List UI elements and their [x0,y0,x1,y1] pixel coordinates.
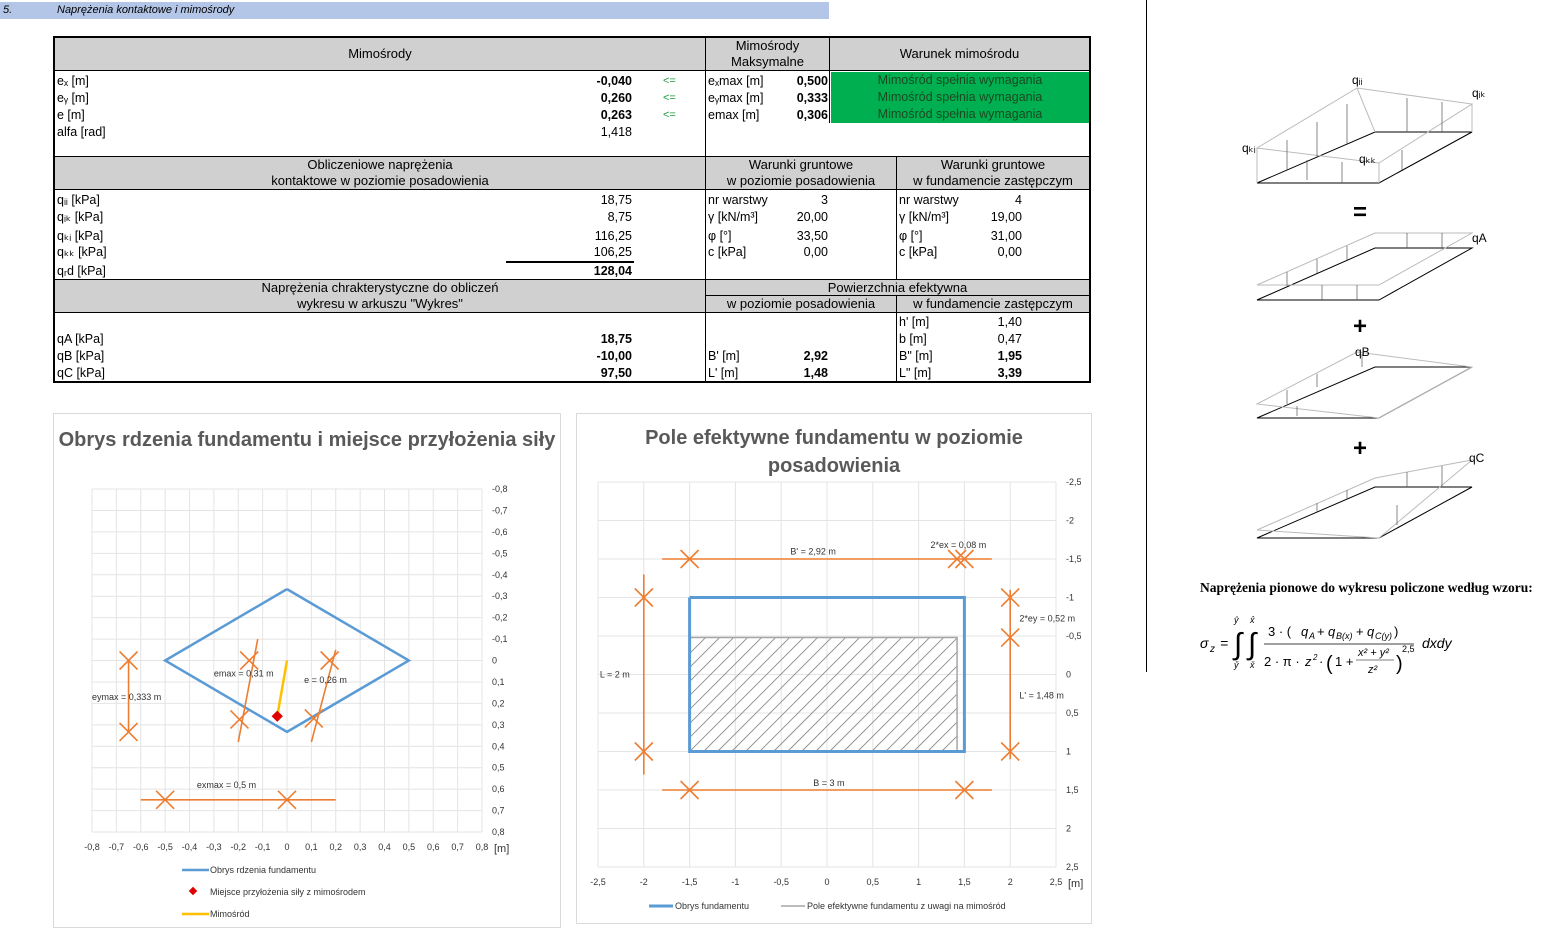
effective-area-hatch [577,638,1091,752]
effective-base-subheader: w poziomie posadowienia [705,295,897,313]
effective-area-chart [576,413,1092,924]
ey-status: Mimośród spełnia wymagania [831,89,1089,106]
ey-value: 0,260 [600,91,632,105]
annotation-B: B = 3 m [813,778,845,789]
svg-text:x̂: x̂ [1250,615,1255,625]
x-tick-label: 0 [284,842,290,852]
hatch-line [886,638,1000,752]
annotation-Bprime: B' = 2,92 m [790,546,836,557]
y-tick-label: -0,5 [1066,631,1082,641]
B-prime-label: B' [m] [708,349,740,363]
qii-value: 18,75 [600,193,632,207]
x-tick-label: -0,4 [181,842,198,852]
x-tick-label: -0,5 [773,877,789,887]
hatch-line [577,638,678,752]
char-stress-header: Naprężenia chrakterystyczne do obliczeń wykresu w arkuszu "Wykres" [54,279,706,313]
x-tick-label: 0,5 [866,877,880,887]
eccentricity-header: Mimośrody [54,37,706,71]
svg-text:2 · π ·: 2 · π · [1264,654,1300,669]
soil-subst-layer-label: nr warstwy [899,193,959,207]
b-label: b [m] [899,332,927,346]
svg-text:q: q [1328,624,1336,639]
chart1-plot [54,414,560,927]
svg-text:z: z [1305,654,1312,669]
y-tick-label: 0,3 [492,719,505,730]
hatch-line [577,638,580,752]
hatch-line [746,638,860,752]
eymax-value: 0,333 [796,91,828,105]
y-tick-label: -0,2 [492,612,508,623]
stress-superposition-diagram [1147,60,1565,620]
diagram-qA [1257,231,1487,300]
hatch-line [577,638,608,752]
x-tick-label: 0 [824,877,830,887]
y-tick-label: 0 [492,655,498,666]
y-tick-label: -0,3 [492,591,508,602]
y-tick-label: 0,1 [492,676,505,687]
B-dbl-value: 1,95 [997,349,1022,363]
hatch-line [620,638,734,752]
svg-text:·: · [1319,654,1324,669]
svg-text:q: q [1367,624,1375,639]
y-tick-label: -2 [1066,515,1075,526]
hatch-line [606,638,720,752]
plus-sign-2: + [1353,435,1368,462]
chart2-title: Pole efektywne fundamentu w poziomie posadowienia [645,427,1023,477]
svg-text:dxdy: dxdy [1422,635,1452,651]
y-tick-label: 0,7 [492,805,505,816]
svg-text:2,5: 2,5 [1402,644,1415,654]
hatch-line [830,638,944,752]
section-number: 5. [3,4,13,16]
hatch-line [577,638,650,752]
label-qik: qᵢₖ [1472,86,1486,100]
hatch-line [788,638,902,752]
x-tick-label: -0,1 [254,842,271,852]
x-tick-label: -0,2 [230,842,247,852]
legend-core-label: Obrys rdzenia fundamentu [210,865,317,875]
svg-text:x² + y²: x² + y² [1358,647,1389,659]
svg-text:z²: z² [1368,664,1378,676]
B-dbl-label: B" [m] [899,349,933,363]
x-tick-label: 2 [1007,877,1013,887]
qrd-label: qᵣd [kPa] [57,264,106,278]
soil-subst-layer-value: 4 [1015,193,1022,207]
condition-header: Warunek mimośrodu [829,37,1090,71]
y-tick-label: 0,4 [492,741,505,752]
ex-arrow: <= [663,75,676,87]
annotation-exmax: exmax = 0,5 m [196,779,257,790]
y-tick-label: -0,1 [492,634,508,645]
y-tick-label: 0,6 [492,784,505,795]
diagram-qC [1257,451,1485,538]
y-tick-label: -0,7 [492,505,508,516]
label-qii: qᵢᵢ [1352,73,1363,87]
x-tick-label: -0,8 [84,842,100,852]
hatch-line [577,638,636,752]
legend-effective-label: Pole efektywne fundamentu z uwagi na mimośród [807,901,1006,911]
L-prime-value: 1,48 [803,366,828,380]
x-axis-unit: [m] [494,843,510,855]
ey-arrow: <= [663,92,676,104]
x-tick-label: 0,1 [305,842,318,852]
alfa-value: 1,418 [600,125,632,139]
label-qA: qA [1472,231,1487,245]
svg-text:∫: ∫ [1248,628,1257,661]
L-prime-label: L' [m] [708,366,739,380]
svg-text:ŷ: ŷ [1234,615,1239,625]
svg-text:∫: ∫ [1234,628,1243,661]
core-outline-chart [53,413,561,928]
y-tick-label: 0,8 [492,827,505,837]
y-tick-label: -0,6 [492,526,508,537]
qkk-label: qₖₖ [kPa] [57,245,107,259]
svg-text:): ) [1394,624,1399,639]
chart1-title: Obrys rdzenia fundamentu i miejsce przyłożenia siły [58,429,556,451]
x-tick-label: 0,4 [378,842,391,852]
hatch-line [844,638,958,752]
legend-foundation-label: Obrys fundamentu [675,901,750,911]
hatch-line [732,638,846,752]
label-qB: qB [1355,345,1370,359]
emax-value: 0,306 [796,108,828,122]
annotation-emax: emax = 0,31 m [213,668,274,679]
soil-base-gamma-label: γ [kN/m³] [708,210,758,224]
effective-subst-subheader: w fundamencie zastępczym [896,295,1090,313]
hatch-line [774,638,888,752]
h-prime-label: h' [m] [899,315,930,329]
svg-text:B(x): B(x) [1336,631,1353,641]
hatch-line [662,638,776,752]
B-prime-value: 2,92 [803,349,828,363]
qB-label: qB [kPa] [57,349,105,363]
svg-text:σ: σ [1200,635,1209,651]
divider [705,71,706,157]
soil-base-c-label: c [kPa] [708,245,747,259]
eymax-label: eᵧmax [m] [708,91,764,105]
hatch-line [1068,638,1091,752]
svg-text:): ) [1396,653,1403,675]
hatch-line [648,638,762,752]
stress-formula [1198,608,1498,683]
exmax-value: 0,500 [796,74,828,88]
qA-label: qA [kPa] [57,332,104,346]
hatch-line [577,638,594,752]
ex-value: -0,040 [596,74,632,88]
x-axis-unit: [m] [1068,878,1084,890]
svg-text:+: + [1317,624,1325,639]
y-tick-label: -2,5 [1066,477,1082,487]
x-tick-label: -2,5 [590,877,606,887]
x-tick-label: -0,7 [108,842,125,852]
x-tick-label: 0,3 [353,842,367,852]
svg-text:(: ( [1326,653,1333,675]
y-tick-label: -1,5 [1066,554,1082,564]
x-tick-label: 0,6 [426,842,440,852]
alfa-label: alfa [rad] [57,125,106,139]
svg-text:=: = [1220,635,1229,651]
divider [896,190,897,280]
y-tick-label: -0,4 [492,569,508,580]
label-qC: qC [1469,451,1485,465]
divider [705,313,706,382]
soil-base-header: Warunki gruntowe w poziomie posadowienia [705,156,897,190]
hatch-line [718,638,832,752]
svg-text:x̌: x̌ [1250,660,1255,670]
soil-base-c-value: 0,00 [803,245,828,259]
x-tick-label: 0,7 [451,842,464,852]
qii-label: qᵢᵢ [kPa] [57,193,100,207]
soil-subst-c-label: c [kPa] [899,245,938,259]
soil-subst-header: Warunki gruntowe w fundamencie zastępczym [896,156,1090,190]
divider [829,71,830,123]
qrd-value: 128,04 [593,264,632,278]
qC-value: 97,50 [600,366,632,380]
diagram-qB [1257,345,1472,418]
plus-sign-1: + [1353,313,1368,340]
qkk-value: 106,25 [593,245,632,259]
eccentricity-line [277,661,287,717]
formula-title: Naprężenia pionowe do wykresu policzone według wzoru: [1200,580,1533,595]
annotation-2ex: 2*ex = 0,08 m [930,540,987,551]
e-value: 0,263 [600,108,632,122]
annotation-eymax: eymax = 0,333 m [92,691,162,702]
e-arrow: <= [663,109,676,121]
annotation-e: e = 0,26 m [304,674,347,685]
soil-base-layer-label: nr warstwy [708,193,768,207]
hatch-line [577,638,664,752]
label-qki: qₖᵢ [1242,141,1256,155]
annotation-L: L = 2 m [599,669,630,680]
diagram-general [1242,73,1486,183]
svg-text:+: + [1356,624,1364,639]
svg-text:C(y): C(y) [1375,631,1392,641]
hatch-line [872,638,986,752]
soil-subst-c-value: 0,00 [997,245,1022,259]
hatch-line [690,638,804,752]
legend-point-swatch [189,887,197,895]
chart2-plot [577,414,1091,923]
hatch-line [802,638,916,752]
legend-point-label: Miejsce przyłożenia siły z mimośrodem [210,887,366,897]
annotation-Lprime: L' = 1,48 m [1019,690,1064,701]
x-tick-label: -1,5 [681,877,698,887]
x-tick-label: -0,5 [157,842,173,852]
y-tick-label: -0,5 [492,548,508,559]
qA-value: 18,75 [600,332,632,346]
legend-ecc-label: Mimośród [210,909,250,919]
hatch-line [676,638,790,752]
x-tick-label: -2 [639,877,648,887]
ex-label: eₓ [m] [57,74,89,88]
x-tick-label: -0,6 [132,842,149,852]
y-tick-label: 0,5 [492,762,505,773]
h-prime-value: 1,40 [997,315,1022,329]
y-tick-label: -0,8 [492,484,508,494]
hatch-line [704,638,818,752]
annotation-2ey: 2*ey = 0,52 m [1019,613,1076,624]
qik-label: qᵢₖ [kPa] [57,210,104,224]
svg-text:1 +: 1 + [1335,654,1354,669]
label-qkk: qₖₖ [1359,152,1376,166]
svg-text:3 · (: 3 · ( [1268,624,1292,639]
qki-label: qₖᵢ [kPa] [57,229,104,243]
x-tick-label: 1,5 [958,877,971,887]
y-tick-label: 0,2 [492,698,505,709]
qik-value: 8,75 [607,210,632,224]
qB-value: -10,00 [596,349,632,363]
soil-subst-phi-value: 31,00 [990,229,1022,243]
hatch-line [578,638,692,752]
qki-value: 116,25 [594,229,632,243]
e-label: e [m] [57,108,85,122]
divider [896,313,897,382]
y-tick-label: 0,5 [1066,708,1079,718]
soil-subst-gamma-label: γ [kN/m³] [899,210,949,224]
y-tick-label: 1 [1066,746,1072,757]
svg-text:q: q [1301,624,1309,639]
effective-header: Powierzchnia efektywna [705,279,1090,296]
exmax-label: eₓmax [m] [708,74,764,88]
x-tick-label: 0,5 [402,842,416,852]
soil-base-layer-value: 3 [821,193,828,207]
divider [705,190,706,280]
ex-status: Mimośród spełnia wymagania [831,72,1089,89]
max-eccentricity-header: Mimośrody Maksymalne [705,37,830,71]
qC-label: qC [kPa] [57,366,105,380]
y-tick-label: -1 [1066,592,1075,603]
hatch-line [1082,638,1091,752]
force-point [272,711,283,722]
soil-base-phi-value: 33,50 [796,229,828,243]
L-dbl-label: L" [m] [899,366,932,380]
soil-base-phi-label: φ [°] [708,229,732,243]
equals-sign: = [1353,199,1368,226]
emax-label: emax [m] [708,108,760,122]
y-tick-label: 2,5 [1066,862,1079,872]
y-tick-label: 2 [1066,823,1072,834]
soil-subst-gamma-value: 19,00 [990,210,1022,224]
L-dbl-value: 3,39 [997,366,1022,380]
hatch-line [858,638,972,752]
x-tick-label: 0,2 [329,842,343,852]
x-tick-label: -1 [731,877,740,887]
svg-text:y̌: y̌ [1234,660,1239,670]
soil-base-gamma-value: 20,00 [796,210,828,224]
soil-subst-phi-label: φ [°] [899,229,923,243]
svg-text:A: A [1309,631,1316,641]
results-table [0,0,1100,400]
x-tick-label: 0,8 [475,842,489,852]
svg-text:2: 2 [1313,653,1318,662]
x-tick-label: 1 [916,877,922,887]
ey-label: eᵧ [m] [57,91,89,105]
x-tick-label: -0,3 [206,842,222,852]
b-value: 0,47 [997,332,1022,346]
svg-text:z: z [1210,644,1215,655]
hatch-line [760,638,874,752]
y-tick-label: 1,5 [1066,785,1079,795]
y-tick-label: 0 [1066,669,1072,680]
hatch-line [577,638,622,752]
contact-header: Obliczeniowe naprężenia kontaktowe w poziomie posadowienia [54,156,706,190]
section-title: Naprężenia kontaktowe i mimośrody [57,4,235,16]
x-tick-label: 2,5 [1049,877,1063,887]
e-status: Mimośród spełnia wymagania [831,106,1089,123]
